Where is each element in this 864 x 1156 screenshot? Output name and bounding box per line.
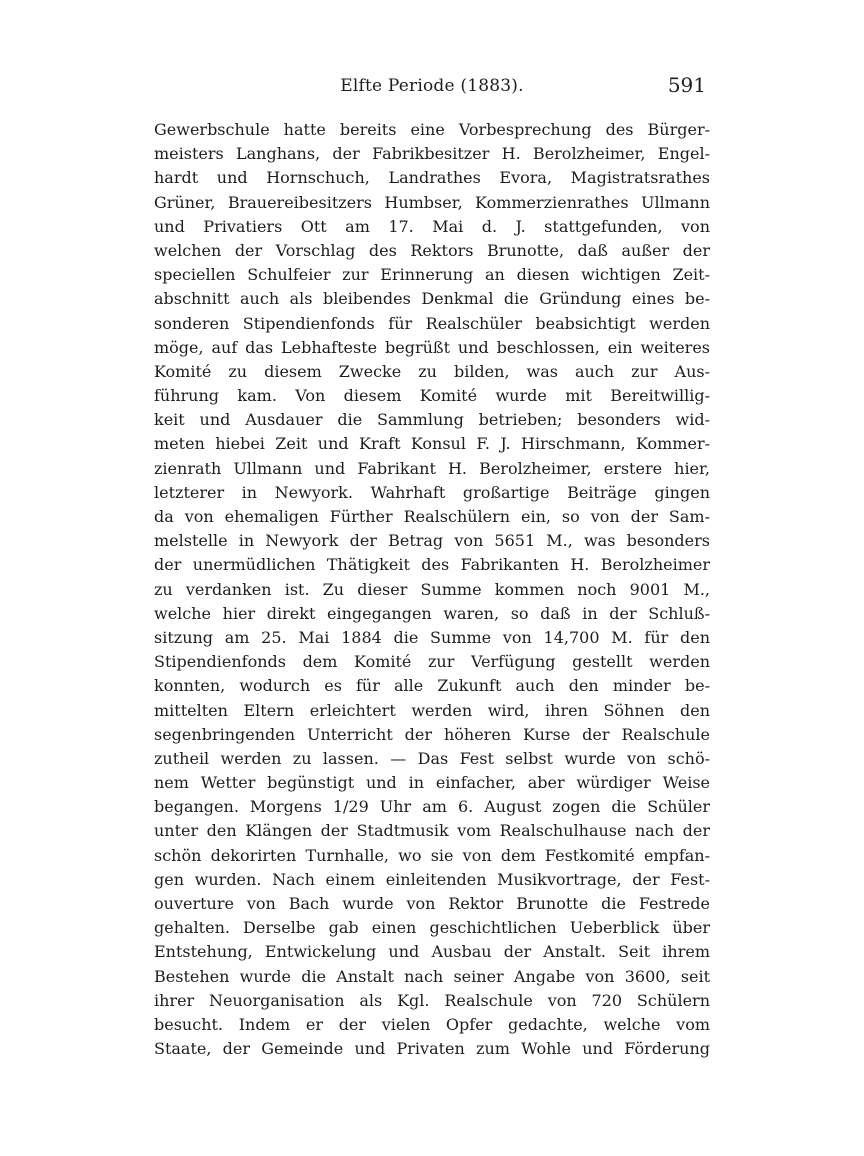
text-line: Grüner, Brauereibesitzers Humbser, Kommerzienrathes Ullmann (154, 192, 710, 212)
text-line: schön dekorirten Turnhalle, wo sie von dem Festkomité empfan- (154, 845, 710, 865)
text-line: mittelten Eltern erleichtert werden wird, ihren Söhnen den (154, 700, 710, 720)
text-line: meten hiebei Zeit und Kraft Konsul F. J. Hirschmann, Kommer- (154, 434, 710, 454)
text-line: da von ehemaligen Fürther Realschülern ein, so von der Sam- (154, 507, 710, 526)
text-line: Entstehung, Entwickelung und Ausbau der Anstalt. Seit ihrem (154, 942, 710, 962)
page-header (154, 70, 710, 104)
text-line: zu verdanken ist. Zu dieser Summe kommen noch 9001 M., (154, 579, 710, 599)
page-number: 591 (667, 73, 706, 97)
text-line: unter den Klängen der Stadtmusik vom Realschulhause nach der (154, 821, 710, 841)
text-line: welchen der Vorschlag des Rektors Brunotte, daß außer der (154, 240, 710, 260)
text-line: segenbringenden Unterricht der höheren Kurse der Realschule (154, 724, 710, 744)
text-line: speciellen Schulfeier zur Erinnerung an diesen wichtigen Zeit- (154, 265, 710, 285)
text-line: gen wurden. Nach einem einleitenden Musikvortrage, der Fest- (154, 869, 710, 889)
book-page (154, 70, 710, 1061)
text-line: begangen. Morgens 1/29 Uhr am 6. August zogen die Schüler (154, 797, 710, 817)
text-line: führung kam. Von diesem Komité wurde mit Bereitwillig- (154, 386, 710, 406)
text-line: hardt und Hornschuch, Landrathes Evora, Magistratsrathes (154, 168, 710, 188)
text-line: letzterer in Newyork. Wahrhaft großartige Beiträge gingen (154, 482, 710, 502)
text-line: besucht. Indem er der vielen Opfer gedachte, welche vom (154, 1014, 710, 1034)
running-head: Elfte Periode (1883). (340, 76, 524, 96)
text-line: nem Wetter begünstigt und in einfacher, aber würdiger Weise (154, 773, 710, 793)
text-line: Bestehen wurde die Anstalt nach seiner Angabe von 3600, seit (154, 966, 710, 986)
text-line: und Privatiers Ott am 17. Mai d. J. stattgefunden, von (154, 216, 710, 236)
text-line: keit und Ausdauer die Sammlung betrieben; besonders wid- (154, 410, 710, 430)
text-line: Gewerbschule hatte bereits eine Vorbesprechung des Bürger- (154, 120, 710, 139)
text-line: sitzung am 25. Mai 1884 die Summe von 14,700 M. für den (154, 627, 710, 647)
text-line: konnten, wodurch es für alle Zukunft auch den minder be- (154, 676, 710, 696)
text-line: zienrath Ullmann und Fabrikant H. Berolzheimer, erstere hier, (154, 458, 710, 478)
text-line: gehalten. Derselbe gab einen geschichtlichen Ueberblick über (154, 918, 710, 938)
text-line: abschnitt auch als bleibendes Denkmal die Gründung eines be- (154, 289, 710, 309)
text-line: sonderen Stipendienfonds für Realschüler beabsichtigt werden (154, 313, 710, 333)
text-line: Staate, der Gemeinde und Privaten zum Wohle und Förderung (154, 1039, 710, 1059)
text-line: ihrer Neuorganisation als Kgl. Realschule von 720 Schülern (154, 990, 710, 1010)
text-line: der unermüdlichen Thätigkeit des Fabrikanten H. Berolzheimer (154, 555, 710, 575)
text-line: Stipendienfonds dem Komité zur Verfügung gestellt werden (154, 652, 710, 672)
text-line: Komité zu diesem Zwecke zu bilden, was auch zur Aus- (154, 361, 710, 381)
body-text (154, 118, 710, 1061)
text-line: welche hier direkt eingegangen waren, so daß in der Schluß- (154, 603, 710, 623)
text-line: melstelle in Newyork der Betrag von 5651 M., was besonders (154, 531, 710, 551)
text-line: zutheil werden zu lassen. — Das Fest selbst wurde von schö- (154, 748, 710, 768)
text-line: möge, auf das Lebhafteste begrüßt und beschlossen, ein weiteres (154, 337, 710, 357)
text-line: ouverture von Bach wurde von Rektor Brunotte die Festrede (154, 894, 710, 913)
text-line: meisters Langhans, der Fabrikbesitzer H. Berolzheimer, Engel- (154, 144, 710, 164)
